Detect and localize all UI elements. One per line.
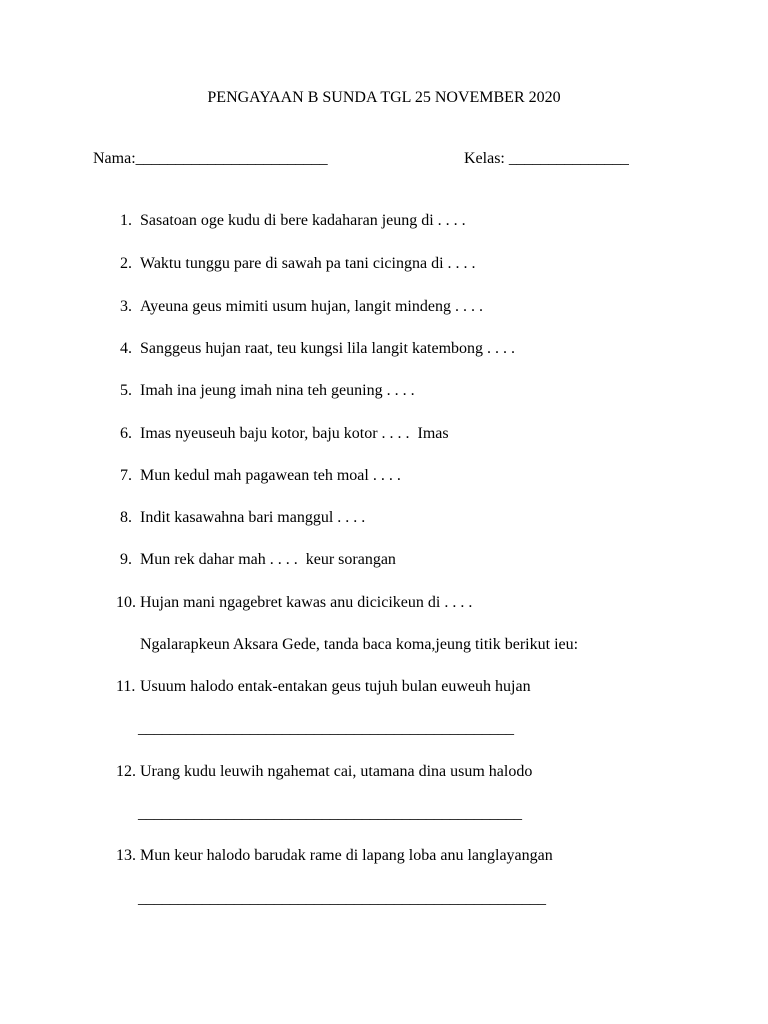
- exercise-number: 11.: [116, 678, 136, 695]
- question-text: Mun rek dahar mah . . . . keur sorangan: [140, 551, 396, 568]
- question-number: 3.: [120, 298, 132, 315]
- question-text: Waktu tunggu pare di sawah pa tani cicingna di . . . .: [140, 255, 476, 272]
- exercise-text: Urang kudu leuwih ngahemat cai, utamana dina usum halodo: [140, 763, 533, 780]
- exercise-number: 12.: [116, 763, 136, 780]
- question-text: Ayeuna geus mimiti usum hujan, langit mindeng . . . .: [140, 298, 483, 315]
- exercise-text: Usuum halodo entak-entakan geus tujuh bulan euweuh hujan: [140, 678, 531, 695]
- exercise-number: 13.: [116, 847, 136, 864]
- question-number: 8.: [120, 509, 132, 526]
- name-field-label: Nama:________________________: [93, 150, 328, 167]
- answer-line[interactable]: ________________________________________________: [138, 805, 522, 822]
- instruction-text: Ngalarapkeun Aksara Gede, tanda baca koma,jeung titik berikut ieu:: [140, 636, 579, 653]
- answer-line[interactable]: _______________________________________________: [138, 720, 514, 737]
- question-text: Mun kedul mah pagawean teh moal . . . .: [140, 467, 401, 484]
- answer-line[interactable]: ___________________________________________________: [138, 890, 546, 907]
- question-number: 4.: [120, 340, 132, 357]
- question-number: 1.: [120, 212, 132, 229]
- question-number: 2.: [120, 255, 132, 272]
- question-text: Imah ina jeung imah nina teh geuning . . . .: [140, 382, 415, 399]
- question-text: Sanggeus hujan raat, teu kungsi lila langit katembong . . . .: [140, 340, 516, 357]
- question-text: Imas nyeuseuh baju kotor, baju kotor . . . . Imas: [140, 425, 449, 442]
- question-text: Sasatoan oge kudu di bere kadaharan jeung di . . . .: [140, 212, 466, 229]
- question-text: Indit kasawahna bari manggul . . . .: [140, 509, 366, 526]
- question-text: Hujan mani ngagebret kawas anu dicicikeun di . . . .: [140, 594, 473, 611]
- question-number: 9.: [120, 551, 132, 568]
- class-field-label: Kelas: _______________: [464, 150, 629, 167]
- question-number: 10.: [116, 594, 136, 611]
- question-number: 5.: [120, 382, 132, 399]
- exercise-text: Mun keur halodo barudak rame di lapang loba anu langlayangan: [140, 847, 553, 864]
- question-number: 7.: [120, 467, 132, 484]
- question-number: 6.: [120, 425, 132, 442]
- page-title: PENGAYAAN B SUNDA TGL 25 NOVEMBER 2020: [207, 89, 561, 106]
